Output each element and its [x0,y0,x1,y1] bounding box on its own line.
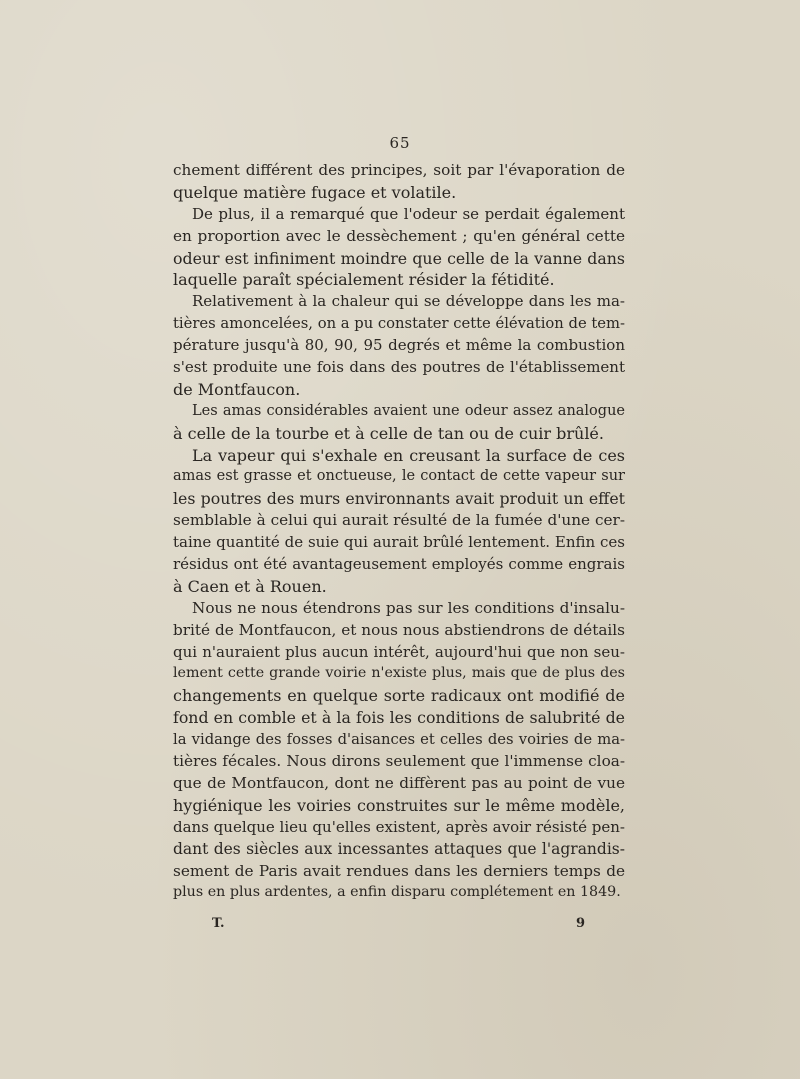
text-line: tières fécales. Nous dirons seulement que l'immense cloa- [173,752,625,771]
paragraph [173,401,625,445]
text-line: amas est grasse et onctueuse, le contact de cette vapeur sur [173,468,625,485]
text-line: Les amas considérables avaient une odeur assez analogue [192,402,625,419]
text-line: La vapeur qui s'exhale en creusant la surface de ces [192,445,625,465]
text-line: que de Montfaucon, dont ne diffèrent pas au point de vue [173,773,625,792]
text-line: plus en plus ardentes, a enfin disparu complétement en 1849. [173,884,621,901]
text-line: Nous ne nous étendrons pas sur les conditions d'insalu- [192,598,625,617]
text-line: hygiénique les voiries construites sur le même modèle, [173,795,625,815]
text-line: à Caen et à Rouen. [173,576,327,596]
body-text [173,160,625,904]
paragraph [173,445,625,598]
text-line: qui n'auraient plus aucun intérêt, aujourd'hui que non seu- [173,642,625,661]
paragraph [173,598,625,904]
text-line: lement cette grande voirie n'existe plus, mais que de plus des [173,665,625,682]
text-line: chement différent des principes, soit par l'évaporation de [173,161,625,179]
text-line: dant des siècles aux incessantes attaques que l'agrandis- [173,839,625,858]
text-line: dans quelque lieu qu'elles existent, après avoir résisté pen- [173,817,625,836]
paragraph [173,291,625,400]
text-line: à celle de la tourbe et à celle de tan ou de cuir brûlé. [173,423,604,443]
text-line: laquelle paraît spécialement résider la fétidité. [173,270,555,290]
signature-mark-right: 9 [576,916,586,931]
text-line: en proportion avec le dessèchement ; qu'en général cette [173,226,625,245]
text-line: la vidange des fosses d'aisances et celles des voiries de ma- [173,731,625,749]
text-line: Relativement à la chaleur qui se développe dans les ma- [192,292,625,311]
text-line: brité de Montfaucon, et nous nous abstiendrons de détails [173,620,625,639]
text-line: fond en comble et à la fois les conditions de salubrité de [173,708,625,728]
paragraph [173,160,625,204]
text-line: pérature jusqu'à 80, 90, 95 degrés et même la combustion [173,336,625,355]
text-line: de Montfaucon. [173,379,301,399]
paragraph [173,204,625,292]
text-line: odeur est infiniment moindre que celle de la vanne dans [173,248,625,268]
text-line: De plus, il a remarqué que l'odeur se perdait également [192,204,625,223]
text-line: changements en quelque sorte radicaux ont modifié de [173,686,625,706]
text-line: tières amoncelées, on a pu constater cette élévation de tem- [173,315,625,333]
text-line: résidus ont été avantageusement employés comme engrais [173,555,625,574]
text-line: taine quantité de suie qui aurait brûlé lentement. Enfin ces [173,533,625,552]
text-line: quelque matière fugace et volatile. [173,182,457,202]
text-line: s'est produite une fois dans des poutres de l'établissement [173,358,625,377]
signature-mark-left: T. [212,916,225,931]
text-line: sement de Paris avait rendues dans les derniers temps de [173,861,625,880]
text-line: les poutres des murs environnants avait produit un effet [173,489,625,509]
page-number: 65 [389,134,411,152]
text-line: semblable à celui qui aurait résulté de la fumée d'une cer- [173,511,625,530]
